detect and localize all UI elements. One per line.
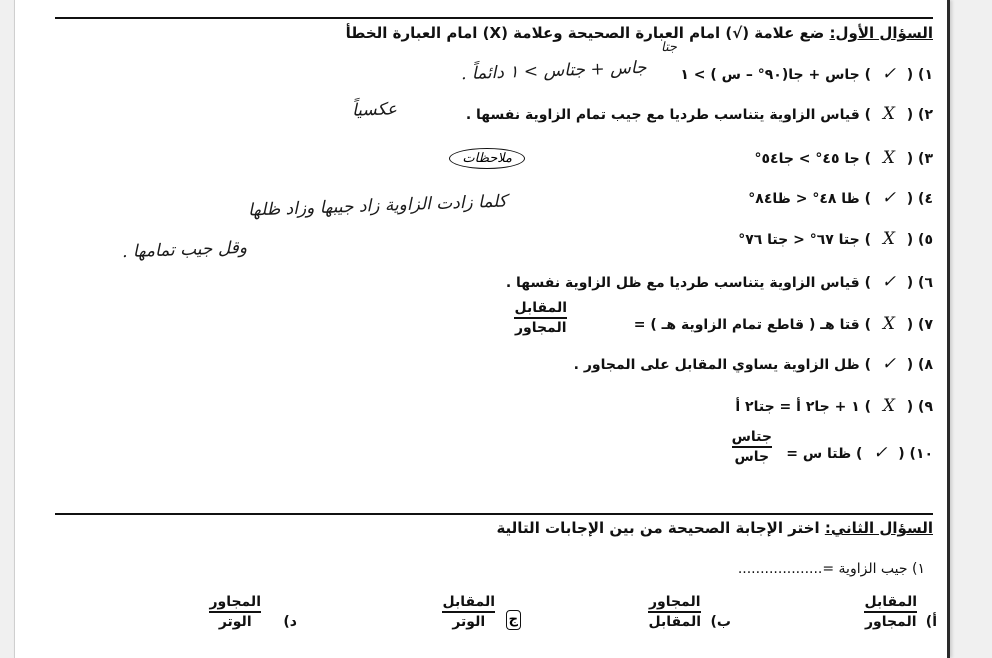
- top-rule: [55, 17, 933, 19]
- check-mark-icon: ✓: [873, 443, 888, 463]
- option-c-fraction: المقابل الوتر: [442, 594, 495, 630]
- option-d-letter: د): [283, 614, 297, 630]
- x-mark-icon: X: [882, 148, 895, 168]
- x-mark-icon: X: [882, 229, 895, 249]
- option-d-fraction: المجاور الوتر: [209, 594, 261, 630]
- handwritten-note-line2: وقل جيب تمامها .: [121, 237, 248, 263]
- item-text: قياس الزاوية يتناسب طرديا مع جيب تمام الزاوية نفسها .: [465, 107, 860, 123]
- q1-item-2: ٢) ( X ) قياس الزاوية يتناسب طرديا مع جيب تمام الزاوية نفسها .: [465, 104, 933, 124]
- handwritten-note-item2: عكسياً: [351, 99, 398, 121]
- q2-heading-text: اختر الإجابة الصحيحة من بين الإجابات التالية: [496, 519, 820, 537]
- fraction-item7: المقابل المجاور: [514, 300, 567, 336]
- q1-item-6: ٦) ( ✓ ) قياس الزاوية يتناسب طرديا مع ظل الزاوية نفسها .: [505, 272, 933, 292]
- q1-item-1: ١) ( ✓ ) جاس + جا(٩٠° – س ) > ١: [680, 64, 933, 84]
- check-mark-icon: ✓: [881, 272, 897, 292]
- handwritten-note-line1: كلما زادت الزاوية زاد جيبها وزاد ظلها: [247, 191, 508, 221]
- q1-heading-text: ضع علامة (√) امام العبارة الصحيحة وعلامة (X) امام العبارة الخطأ: [345, 24, 825, 42]
- q1-item-8: ٨) ( ✓ ) ظل الزاوية يساوي المقابل على المجاور .: [573, 354, 933, 374]
- q1-item-4: ٤) ( ✓ ) ظا ٤٨° < ظا٨٤°: [748, 188, 933, 208]
- check-mark-icon: ✓: [881, 354, 897, 374]
- item-text: ظتا س =: [786, 446, 852, 462]
- fraction-item10: جتاس جاس: [731, 429, 772, 465]
- x-mark-icon: X: [882, 104, 895, 124]
- option-b-letter: ب): [710, 614, 731, 630]
- q1-item-10: ١٠) ( ✓ ) ظتا س =: [786, 443, 933, 463]
- item-text: جاس + جا(٩٠° – س ) > ١: [680, 67, 860, 83]
- item-text: قتا هـ ( قاطع تمام الزاوية هـ ) =: [633, 317, 860, 333]
- option-c-letter-boxed: ج: [506, 610, 521, 630]
- q1-item-3: ٣) ( X ) جا ٤٥° > جا٥٤°: [754, 148, 933, 168]
- option-a-letter: أ): [925, 614, 937, 630]
- exam-page: [14, 0, 950, 658]
- x-mark-icon: X: [882, 314, 895, 334]
- q2-question-1: ١) جيب الزاوية =...................: [737, 561, 925, 577]
- check-mark-icon: ✓: [881, 188, 897, 208]
- notes-oval: ملاحظات: [449, 148, 525, 169]
- q1-item-5: ٥) ( X ) جتا ٦٧° < جتا ٧٦°: [738, 229, 933, 249]
- item-text: ظل الزاوية يساوي المقابل على المجاور .: [573, 357, 860, 373]
- handwritten-note-item1: جاس + جتاس > ١ دائماً .: [461, 57, 648, 85]
- item-text: ظا ٤٨° < ظا٨٤°: [748, 191, 860, 207]
- q1-heading-label: السؤال الأول:: [829, 24, 933, 42]
- option-a-fraction: المقابل المجاور: [864, 594, 917, 630]
- option-b-fraction: المجاور المقابل: [648, 594, 701, 630]
- x-mark-icon: X: [882, 396, 895, 416]
- section-rule: [55, 513, 933, 515]
- q2-heading: [496, 519, 933, 537]
- item-text: جا ٤٥° > جا٥٤°: [754, 151, 860, 167]
- q1-item-7: ٧) ( X ) قتا هـ ( قاطع تمام الزاوية هـ ) =: [633, 314, 933, 334]
- item-text: جتا ٦٧° < جتا ٧٦°: [738, 232, 860, 248]
- item-text: ١ + جا٢ أ = جتا٢ أ: [735, 399, 860, 415]
- q1-heading: [346, 24, 933, 42]
- item-text: قياس الزاوية يتناسب طرديا مع ظل الزاوية نفسها .: [505, 275, 860, 291]
- check-mark-icon: ✓: [881, 64, 897, 84]
- q1-item-9: ٩) ( X ) ١ + جا٢ أ = جتا٢ أ: [735, 396, 933, 416]
- handwritten-above-item1: جتا: [660, 39, 678, 56]
- q2-heading-label: السؤال الثاني:: [824, 519, 933, 537]
